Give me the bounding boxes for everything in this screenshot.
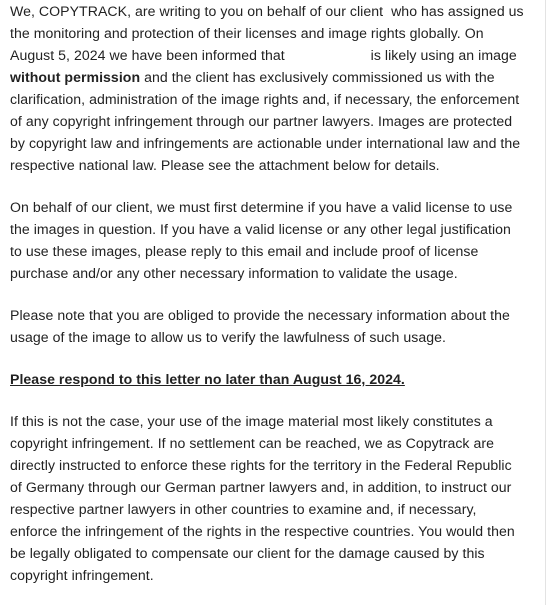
obligation-paragraph: Please note that you are obliged to provide the necessary information about the usage of the image to allow us to verify the lawfulness of such usage.: [10, 307, 510, 345]
without-permission-emphasis: without permission: [10, 69, 141, 85]
intro-text-b: who has assigned us the monitoring and protection of their licenses and image rights globally. On August 5, 2024 we have been informed that: [10, 3, 524, 63]
response-deadline: Please respond to this letter no later than August 16, 2024.: [10, 371, 405, 387]
intro-text-c: is likely using an image: [370, 47, 517, 63]
intro-paragraph: [10, 0, 525, 176]
intro-text-d: and the client has exclusively commissioned us with the clarification, administration of the image rights and, if necessary, the enforcement of any copyright infringement through our partner lawyers. Images are protected by copyright law and infringements are actionable under international law and the respective national law. Please see the attachment below for details.: [10, 69, 521, 173]
license-paragraph: On behalf of our client, we must first determine if you have a valid license to use the images in question. If you have a valid license or any other legal justification to use these images, please reply to this email and include proof of license purchase and/or any other necessary information to validate the usage.: [10, 199, 513, 281]
intro-text-a: We, COPYTRACK, are writing to you on behalf of our client: [10, 3, 384, 19]
infringement-paragraph: If this is not the case, your use of the image material most likely constitutes a copyright infringement. If no settlement can be reached, we as Copytrack are directly instructed to enforce these rights for the territory in the Federal Republic of Germany through our German partner lawyers and, in addition, to instruct our respective partner lawyers in other countries to examine and, if necessary, enforce the infringement of the rights in the respective countries. You would then be legally obligated to compensate our client for the damage caused by this copyright infringement.: [10, 413, 515, 583]
